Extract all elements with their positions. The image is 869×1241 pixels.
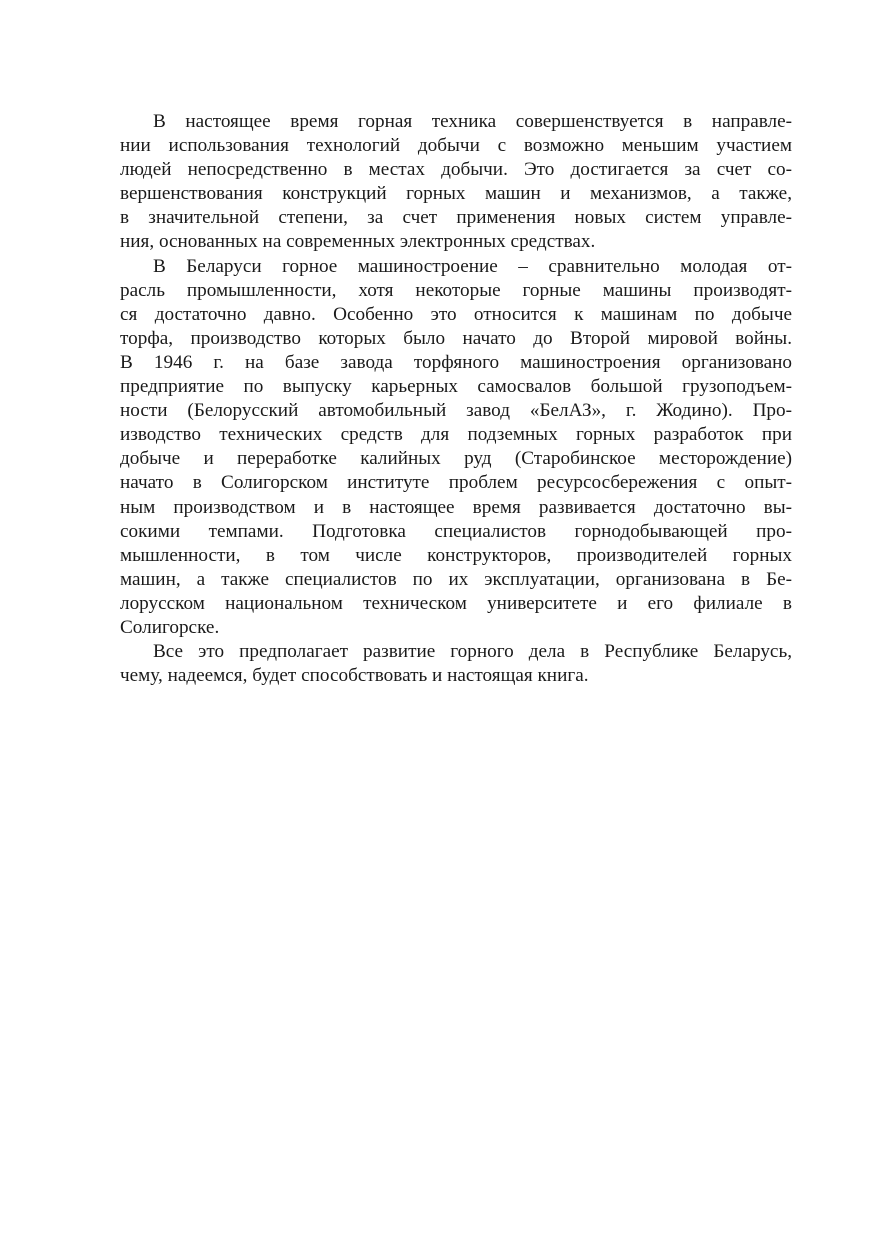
text-line: расль промышленности, хотя некоторые горные машины производят-	[120, 279, 792, 301]
text-line: ся достаточно давно. Особенно это относится к машинам по добыче	[120, 303, 792, 325]
paragraph-2	[120, 255, 792, 641]
text-line: предприятие по выпуску карьерных самосвалов большой грузоподъем-	[120, 376, 792, 398]
text-line: чему, надеемся, будет способствовать и настоящая книга.	[120, 665, 589, 687]
text-line: машин, а также специалистов по их эксплуатации, организована в Бе-	[120, 568, 792, 590]
text-line: В настоящее время горная техника совершенствуется в направле-	[153, 111, 792, 132]
text-line: начато в Солигорском институте проблем ресурсосбережения с опыт-	[120, 472, 792, 494]
text-line: лорусском национальном техническом университете и его филиале в	[120, 592, 792, 614]
text-line: сокими темпами. Подготовка специалистов горнодобывающей про-	[120, 520, 792, 542]
text-line: Все это предполагает развитие горного дела в Республике Беларусь,	[153, 641, 792, 663]
text-line: нии использования технологий добычи с возможно меньшим участием	[120, 135, 792, 157]
text-line: ности (Белорусский автомобильный завод «БелАЗ», г. Жодино). Про-	[120, 400, 792, 422]
paragraph-1	[120, 110, 792, 255]
text-line: добыче и переработке калийных руд (Старобинское месторождение)	[120, 448, 792, 470]
text-line: изводство технических средств для подземных горных разработок при	[120, 424, 792, 446]
text-line: людей непосредственно в местах добычи. Это достигается за счет со-	[120, 159, 792, 181]
text-line: В Беларуси горное машиностроение – сравнительно молодая от-	[153, 255, 792, 277]
paragraph-3	[120, 640, 792, 688]
text-line: Солигорске.	[120, 616, 220, 638]
page-body	[120, 110, 792, 688]
text-line: ным производством и в настоящее время развивается достаточно вы-	[120, 496, 792, 518]
text-line: мышленности, в том числе конструкторов, производителей горных	[120, 544, 792, 566]
text-line: В 1946 г. на базе завода торфяного машиностроения организовано	[120, 351, 792, 373]
text-line: торфа, производство которых было начато до Второй мировой войны.	[120, 327, 792, 349]
text-line: вершенствования конструкций горных машин и механизмов, а также,	[120, 183, 792, 205]
text-line: ния, основанных на современных электронных средствах.	[120, 231, 596, 253]
text-line: в значительной степени, за счет применения новых систем управле-	[120, 207, 792, 229]
